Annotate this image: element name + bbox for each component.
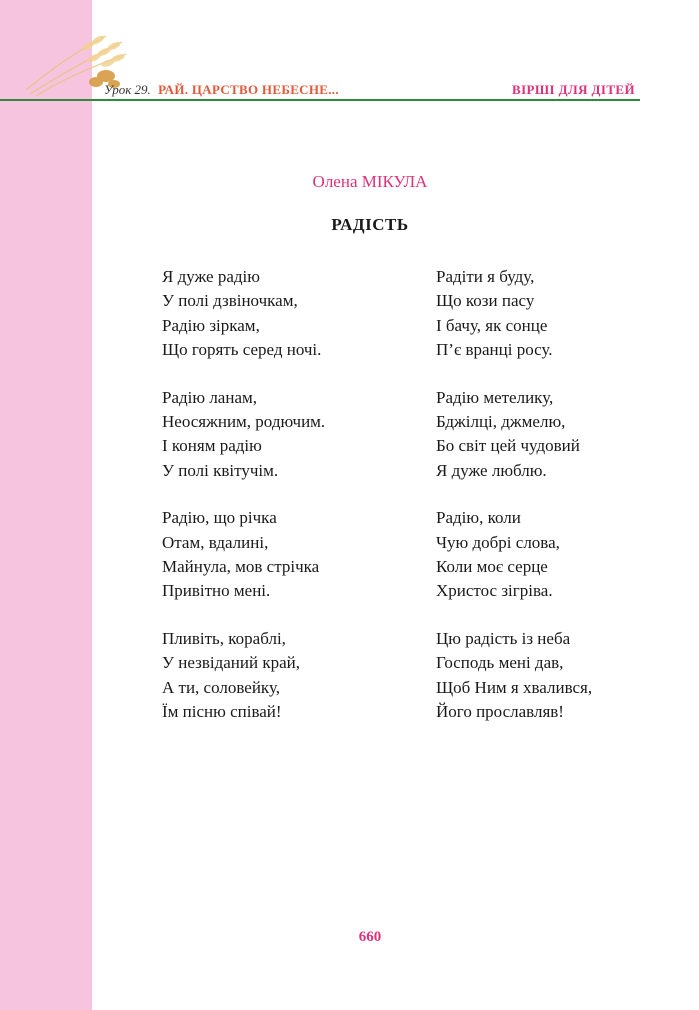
- page-number: 660: [358, 929, 382, 945]
- poem-line: Радію ланам,: [162, 387, 258, 407]
- poem-line: Радію, що річка: [162, 508, 277, 528]
- poem-line: У незвіданий край,: [162, 653, 300, 673]
- poem-line: Що горять серед ночі.: [162, 340, 322, 360]
- poem-right-column: [436, 265, 592, 748]
- poem-line: Радію, коли: [436, 508, 521, 528]
- poem-line: Радію зіркам,: [162, 315, 260, 335]
- poem-line: Радію метелику,: [436, 387, 554, 407]
- poem-line: Цю радість із неба: [436, 628, 571, 648]
- header-divider: [0, 99, 640, 101]
- poem-line: Бо світ цей чудовий: [436, 436, 580, 456]
- stanza: [436, 627, 592, 725]
- poem-line: Я дуже радію: [162, 267, 260, 286]
- poem-line: Чую добрі слова,: [436, 532, 560, 552]
- poem-line: Привітно мені.: [162, 581, 271, 601]
- poem-line: Його прославляв!: [436, 702, 564, 722]
- poem-author: Олена МІКУЛА: [312, 172, 428, 191]
- running-header: [104, 82, 339, 98]
- stanza: [436, 386, 592, 484]
- poem-line: П’є вранці росу.: [436, 340, 553, 360]
- poem-line: Що кози пасу: [436, 291, 535, 311]
- stanza: [436, 265, 592, 363]
- poem-line: І бачу, як сонце: [436, 315, 548, 335]
- stanza: [162, 386, 325, 484]
- stanza: [162, 506, 325, 604]
- stanza: [162, 627, 325, 725]
- poem-line: Майнула, мов стрічка: [162, 557, 320, 577]
- poem-line: Господь мені дав,: [436, 653, 564, 673]
- stanza: [162, 265, 325, 363]
- poem-line: Коли моє серце: [436, 557, 548, 577]
- poem-line: Христос зігріва.: [436, 581, 553, 601]
- poem-line: А ти, соловейку,: [162, 677, 280, 697]
- section-title: ВІРШІ ДЛЯ ДІТЕЙ: [512, 82, 635, 97]
- poem-line: У полі дзвіночкам,: [162, 291, 298, 311]
- poem-line: Їм пісню співай!: [162, 702, 282, 722]
- poem-line: Бджілці, джмелю,: [436, 412, 566, 432]
- side-strip: [0, 0, 92, 1010]
- poem-line: Я дуже люблю.: [436, 460, 547, 480]
- poem-left-column: [162, 265, 325, 748]
- poem-line: Пливіть, кораблі,: [162, 628, 286, 648]
- poem-line: Радіти я буду,: [436, 267, 535, 286]
- poem-line: Отам, вдалині,: [162, 532, 269, 552]
- poem-line: І коням радію: [162, 436, 262, 456]
- poem-line: Щоб Ним я хвалився,: [436, 677, 593, 697]
- lesson-number: Урок 29.: [104, 82, 151, 97]
- stanza: [436, 506, 592, 604]
- poem-title: РАДІСТЬ: [331, 215, 409, 234]
- poem-line: У полі квітучім.: [162, 460, 279, 480]
- chapter-title: РАЙ. ЦАРСТВО НЕБЕСНЕ...: [158, 82, 339, 97]
- poem-line: Неосяжним, родючим.: [162, 412, 326, 432]
